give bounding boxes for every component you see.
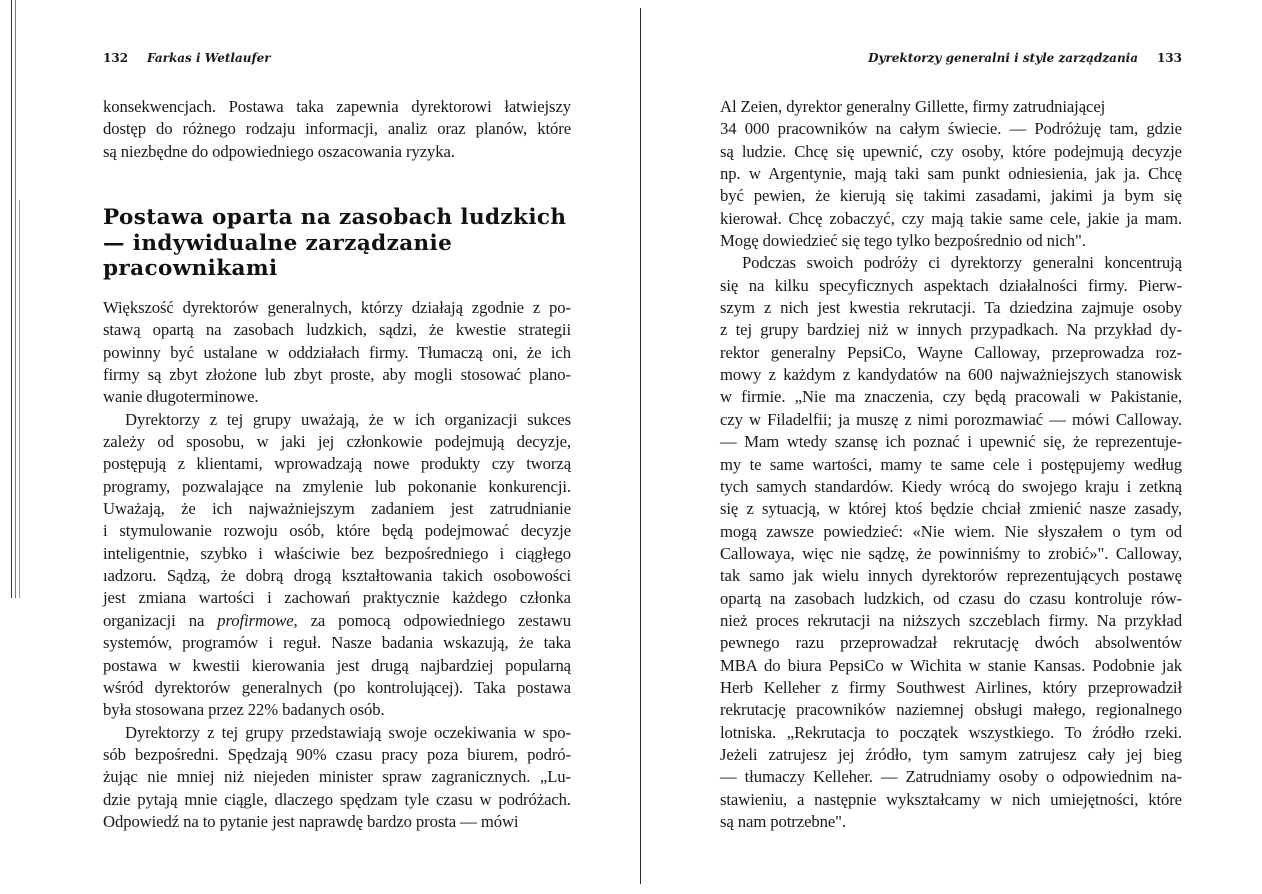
text-line: Odpowiedź na to pytanie jest naprawdę bardzo prosta — mówi xyxy=(103,811,519,831)
right-running-head xyxy=(720,50,1182,66)
text-line: stawieniu, a następnie wykształcamy w nich umiejętności, które xyxy=(720,789,1182,809)
heading-line: Postawa oparta na zasobach ludzkich xyxy=(103,205,567,230)
text-line: MBA do biura PepsiCo w Wichita w stanie Kansas. Podobnie jak xyxy=(720,655,1182,675)
text-line: Dyrektorzy z tej grupy przedstawiają swoje oczekiwania w spo- xyxy=(125,722,571,742)
text-line: zależy od sposobu, w jaki jej członkowie podejmują decyzje, xyxy=(103,432,571,452)
running-head-title: Farkas i Wetlaufer xyxy=(147,51,271,65)
text-line: 34 000 pracowników na całym świecie. — Podróżuję tam, gdzie xyxy=(720,119,1182,139)
text-line: Mogę dowiedzieć się tego tylko bezpośrednio od nich". xyxy=(720,231,1086,251)
text-line: — Mam wtedy szansę ich poznać i upewnić się, że reprezentuje- xyxy=(720,432,1182,452)
left-intro-paragraph xyxy=(103,96,571,163)
text-line: lotniska. „Rekrutacja to początek wszystkiego. To źródło rzeki. xyxy=(720,722,1182,742)
text-line: była stosowana przez 22% badanych osób. xyxy=(103,700,385,720)
text-line: w firmie. „Nie ma znaczenia, czy będą pracowali w Pakistanie, xyxy=(720,387,1182,407)
text-line: rekrutację pracowników naziemnej obsługi małego, regionalnego xyxy=(720,700,1182,720)
text-line: tych samych standardów. Kiedy wrócą do swojego kraju i zetkną xyxy=(720,476,1182,496)
text-line: Jeżeli zatrujesz jej źródło, tym samym zatrujesz cały jej bieg xyxy=(720,744,1182,764)
text-line: Podczas swoich podróży ci dyrektorzy generalni koncentrują xyxy=(742,253,1182,273)
emphasis: profirmowe xyxy=(217,610,294,630)
text-line: czy w Filadelfii; ja muszę z nimi porozmawiać — mówi Calloway. xyxy=(720,409,1182,429)
scan-edge-line xyxy=(19,200,20,598)
text-line: programy, pozwalające na zmylenie lub pokonanie konkurencji. xyxy=(103,476,571,496)
text-line: stawą opartą na zasobach ludzkich, sądzi, że kwestie strategii xyxy=(103,320,571,340)
text-line: firmy są zbyt złożone lub zbyt proste, aby mogli stosować plano- xyxy=(103,365,571,385)
text-line: rektor generalny PepsiCo, Wayne Calloway, przeprowadza roz- xyxy=(720,342,1182,362)
running-head-title: Dyrektorzy generalni i style zarządzania xyxy=(868,51,1138,65)
text-line: są nam potrzebne". xyxy=(720,812,846,831)
text-line: tak samo jak wielu innych dyrektorów reprezentujących postawę xyxy=(720,566,1182,586)
text-line: mowy z każdym z kandydatów na 600 najważniejszych stanowisk xyxy=(720,365,1182,385)
left-page xyxy=(103,0,571,894)
text-line: sób bezpośredni. Spędzają 90% czasu pracy poza biurem, podró- xyxy=(103,744,571,764)
scan-edge-line xyxy=(11,0,12,598)
left-body-text xyxy=(103,297,571,833)
text-line: postępują z klientami, wprowadzają nowe produkty czy tworzą xyxy=(103,454,571,474)
page-number: 132 xyxy=(103,51,129,65)
text-line: ıadzoru. Sądzą, że dobrą drogą kształtowania takich osobowości xyxy=(103,566,571,586)
text-line: systemów, programów i reguł. Nasze badania wskazują, że taka xyxy=(103,633,571,653)
heading-line: pracownikami xyxy=(103,256,278,281)
text-line: — tłumaczy Kelleher. — Zatrudniamy osoby o odpowiednim na- xyxy=(720,767,1182,787)
text-line: kierował. Chcę zobaczyć, czy mają takie same cele, jakie ja mam. xyxy=(720,208,1182,228)
section-heading xyxy=(103,205,571,282)
page-gutter xyxy=(640,8,641,884)
text-line: powinny być ustalane w oddziałach firmy. Tłumaczą oni, że ich xyxy=(103,342,571,362)
text-line: się na kilku specyficznych aspektach działalności firmy. Pierw- xyxy=(720,275,1182,295)
text-line: wśród dyrektorów generalnych (po kontrolującej). Taka postawa xyxy=(103,677,571,697)
scan-edge-line xyxy=(15,0,16,598)
text-line: się z sytuacją, w której ktoś będzie chciał zmienić nasze zasady, xyxy=(720,499,1182,519)
text-line: jest zmiana wartości i zachowań praktycznie każdego członka xyxy=(103,588,571,608)
text-line: szym z nich jest kwestia rekrutacji. Ta dziedzina zajmuje osoby xyxy=(720,298,1182,318)
text-line: Callowaya, więc nie sądzę, że powinniśmy to zrobić»". Calloway, xyxy=(720,543,1182,563)
text-line: Al Zeien, dyrektor generalny Gillette, firmy zatrudniającej xyxy=(720,97,1106,116)
text-line: inteligentnie, szybko i właściwie bez bezpośredniego i ciągłego xyxy=(103,543,571,563)
text-line: są niezbędne do odpowiedniego oszacowania ryzyka. xyxy=(103,141,455,161)
text-line: żując nie mniej niż niejeden minister spraw zagranicznych. „Lu- xyxy=(103,767,571,787)
text-line: konsekwencjach. Postawa taka zapewnia dyrektorowi łatwiejszy xyxy=(103,97,571,116)
text-line: my te same wartości, mamy te same cele i postępujemy według xyxy=(720,454,1182,474)
text-line: Uważają, że ich najważniejszym zadaniem jest zatrudnianie xyxy=(103,499,571,519)
text-line: Większość dyrektorów generalnych, którzy działają zgodnie z po- xyxy=(103,298,571,317)
left-running-head xyxy=(103,50,571,66)
page-number: 133 xyxy=(1156,51,1182,65)
text-line: Dyrektorzy z tej grupy uważają, że w ich organizacji sukces xyxy=(125,409,571,429)
text-line: dzie pytają mnie ciągle, dlaczego spędzam tyle czasu w podróżach. xyxy=(103,789,571,809)
text-line: nież proces rekrutacji na niższych szczeblach firmy. Na przykład xyxy=(720,610,1182,630)
text-line: wanie długoterminowe. xyxy=(103,387,259,407)
right-page xyxy=(720,0,1182,894)
text-line: postawa w kwestii kierowania jest drugą najbardziej popularną xyxy=(103,655,571,675)
text-line: pewnego razu przeprowadzał rekrutację dwóch absolwentów xyxy=(720,633,1182,653)
text-line: z tej grupy bardziej niż w innych przypadkach. Na przykład dy- xyxy=(720,320,1182,340)
text-line: dostęp do różnego rodzaju informacji, analiz oraz planów, które xyxy=(103,119,571,139)
text-line: mogą zawsze powiedzieć: «Nie wiem. Nie słyszałem o tym od xyxy=(720,521,1182,541)
text-line: Herb Kelleher z firmy Southwest Airlines, który przeprowadził xyxy=(720,677,1182,697)
right-body-text xyxy=(720,96,1182,833)
text-line: być pewien, że kierują się takimi zasadami, jakimi ja bym się xyxy=(720,186,1182,206)
text-line: są ludzie. Chcę się upewnić, czy osoby, które podejmują decyzje xyxy=(720,141,1182,161)
heading-line: — indywidualne zarządzanie xyxy=(103,230,453,256)
text-line: i stymulowanie rozwoju osób, które będą podejmować decyzje xyxy=(103,521,571,541)
text-line: organizacji na profirmowe, za pomocą odpowiedniego zestawu xyxy=(103,610,571,630)
text-line: np. w Argentynie, mają taki sam punkt odniesienia, jak ja. Chcę xyxy=(720,164,1182,184)
text-line: opartą na zasobach ludzkich, od czasu do czasu kontroluje rów- xyxy=(720,588,1182,608)
